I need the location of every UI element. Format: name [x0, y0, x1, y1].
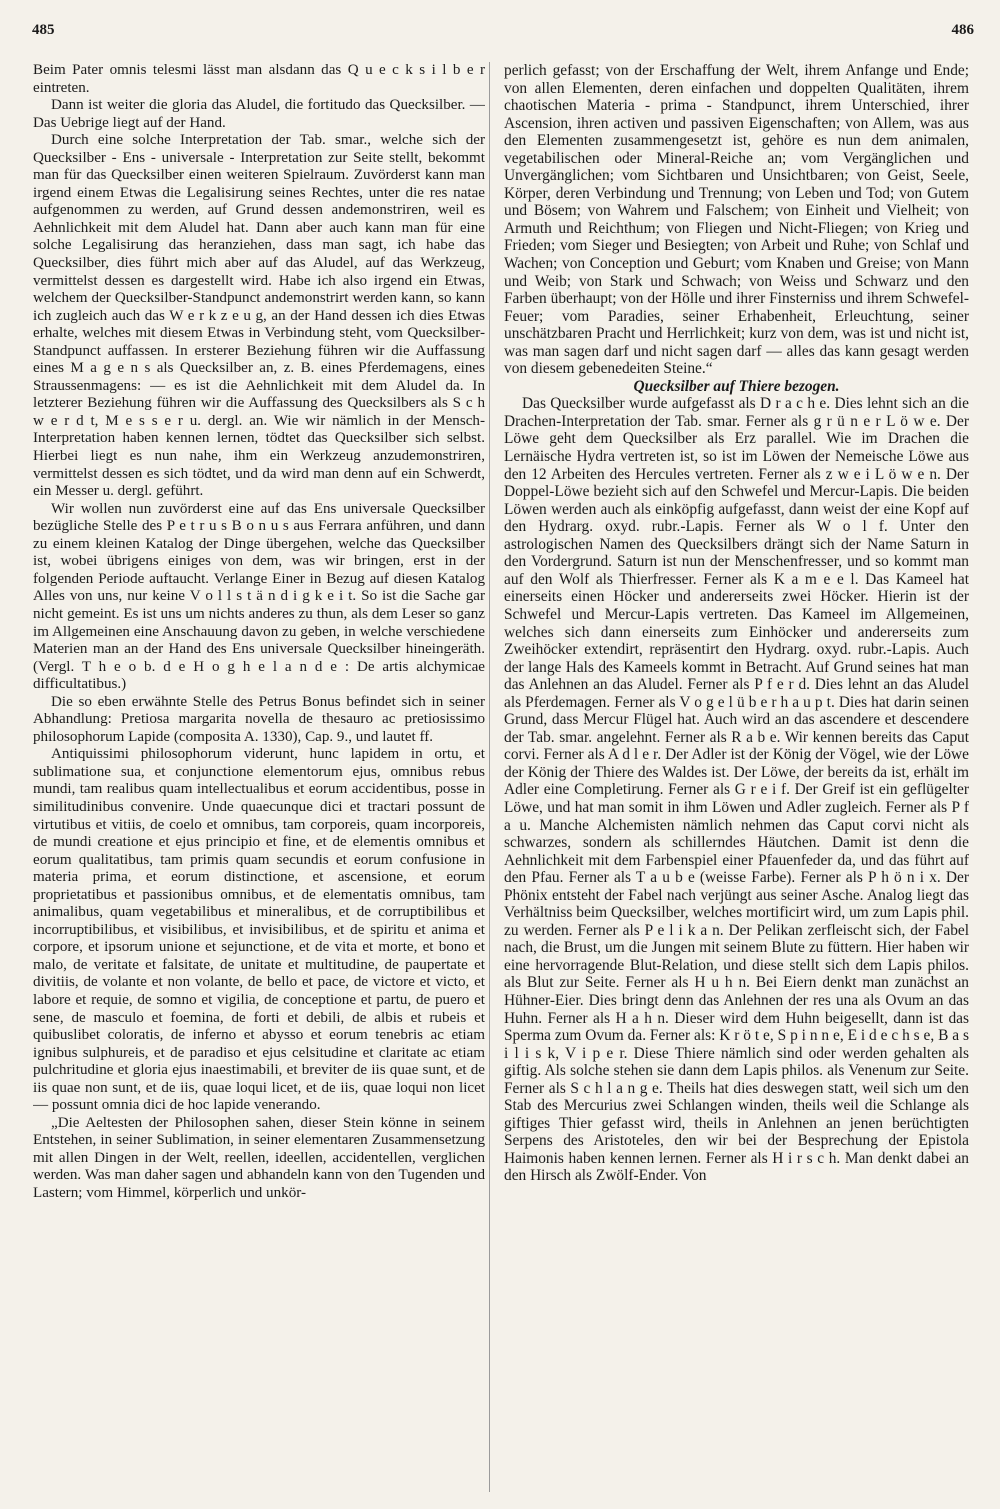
paragraph: „Die Aeltesten der Philosophen sahen, dieser Stein könne in seinem Entstehen, in seiner Sublimation, in seiner elementaren Zusammensetzung mit allen Dingen in der Welt, reellen, ideellen, accidentellen, verglichen werden. Was man daher sagen und abhandeln kann von den Tugenden und Lastern; vom Himmel, körperlich und unkör-	[33, 1114, 485, 1201]
left-page-number: 485	[32, 22, 55, 38]
right-column	[504, 62, 969, 1492]
left-column	[33, 62, 485, 1492]
paragraph: Die so eben erwähnte Stelle des Petrus Bonus befindet sich in seiner Abhandlung: Pretiosa margarita novella de thesauro ac pretiosissimo philosophorum Lapide (composita A. 1330), Cap. 9., und lautet ff.	[33, 693, 485, 745]
section-heading: Quecksilber auf Thiere bezogen.	[633, 377, 840, 395]
column-divider	[489, 62, 490, 1492]
paragraph: perlich gefasst; von der Erschaffung der Welt, ihrem Anfange und Ende; von allen Elementen, deren einfachen und doppelten Qualitäten, ihrem chaotischen Materia - prima - Standpunct, ihrem Unterschied, ihrer Ascension, ihren activen und passiven Eigenschaften; von Allem, was aus den Elementen zusammengesetzt ist, gehöre es nun dem animalen, vegetabilischen oder Mineral-Reiche an; vom Vergänglichen und Unvergänglichen; vom Sichtbaren und Unsichtbaren; von Geist, Seele, Körper, deren Verbindung und Trennung; von Leben und Tod; von Gutem und Bösem; von Wahrem und Falschem; von Einheit und Vielheit; von Armuth und Reichthum; von Fliegen und Nicht-Fliegen; von Krieg und Frieden; vom Sieger und Besiegten; von Arbeit und Ruhe; von Schlaf und Wachen; von Conception und Geburt; vom Knaben und Greise; von Mann und Weib; von Stark und Schwach; von Weiss und Schwarz und den Farben überhaupt; von der Hölle und ihrer Finsterniss und ihrem Schwefel-Feuer; vom Paradies, seiner Erhabenheit, Erleuchtung, seiner unschätzbaren Pracht und Herrlichkeit; kurz von dem, was ist und nicht ist, was man sagen darf und nicht sagen darf — alles das kann gesagt werden von diesem gebenedeiten Steine.“	[504, 62, 969, 378]
paragraph: Beim Pater omnis telesmi lässt man alsdann das Q u e c k s i l b e r eintreten.	[33, 62, 485, 96]
right-page-number: 486	[951, 22, 974, 38]
paragraph: Wir wollen nun zuvörderst eine auf das Ens universale Quecksilber bezügliche Stelle des P e t r u s B o n u s aus Ferrara anführen, und dann zu einem kleinen Katalog der Dinge übergehen, welche das Quecksilber ist, wobei übrigens einiges von dem, was wir bringen, erst in der folgenden Periode auftaucht. Verlange Einer in Bezug auf diesen Katalog Alles von uns, nur keine V o l l s t ä n d i g k e i t. So ist die Sache gar nicht gemeint. Es ist uns um nichts anderes zu thun, als dem Leser so ganz im Allgemeinen eine Anschauung davon zu geben, in welche verschiedene Materien man an der Hand des Ens universale Quecksilber hineingeräth. (Vergl. T h e o b. d e H o g h e l a n d e : De artis alchymicae difficultatibus.)	[33, 500, 485, 693]
paragraph: Dann ist weiter die gloria das Aludel, die fortitudo das Quecksilber. — Das Uebrige liegt auf der Hand.	[33, 97, 485, 131]
paragraph: Durch eine solche Interpretation der Tab. smar., welche sich der Quecksilber - Ens - universale - Interpretation zur Seite stellt, bekommt man für das Quecksilber einen weiteren Spielraum. Zuvörderst kann man irgend einem Etwas die Legalisirung seines Rechtes, unter die res natae aufgenommen zu werden, auf Grund dessen andemonstriren, weil es Aehnlichkeit mit dem Aludel hat. Dann aber auch kann man für eine solche Legalisirung das heranziehen, dass man sagt, ich habe das Quecksilber, dies führt mich aber auf das Aludel, auf das Werkzeug, vermittelst dessen es dargestellt wird. Habe ich also irgend ein Etwas, welchem der Quecksilber-Standpunct andemonstrirt werden kann, so kann ich zugleich auch das W e r k z e u g, an der Hand dessen ich dies Etwas erhalte, welches mit diesem Etwas in Verbindung steht, vom Quecksilber-Standpunct auffassen. In ersterer Beziehung führen wir die Auffassung eines M a g e n s als Quecksilber an, z. B. eines Pferdemagens, eines Straussenmagens: — es ist die Aehnlichkeit mit dem Aludel da. In letzterer Beziehung führen wir die Auffassung des Quecksilbers als S c h w e r d t, M e s s e r u. dergl. an. Wie wir nämlich in der Mensch-Interpretation haben kennen lernen, tödtet das Quecksilber sich selbst. Hierbei liegt es nun nahe, ihm ein Werkzeug anzudemonstriren, vermittelst dessen es sich tödtet, und da wird man denn auf ein Schwerdt, ein Messer u. dergl. geführt.	[33, 132, 485, 500]
paragraph: Das Quecksilber wurde aufgefasst als D r a c h e. Dies lehnt sich an die Drachen-Interpretation der Tab. smar. Ferner als g r ü n e r L ö w e. Der Löwe geht dem Quecksilber als Erz parallel. Wie im Drachen die Lernäische Hydra vertreten ist, so ist im Löwen der Nemeische Löwe aus den 12 Arbeiten des Hercules vertreten. Ferner als z w e i L ö w e n. Der Doppel-Löwe bezieht sich auf den Schwefel und Mercur-Lapis. Die beiden Löwen werden auch als einköpfig aufgefasst, dann weist der eine Kopf auf den Hydrarg. oxyd. rubr.-Lapis. Ferner als W o l f. Unter den astrologischen Namen des Quecksilbers drängt sich der Name Saturn in den Vordergrund. Saturn ist nun der Menschenfresser, und so kommt man auf den Wolf als Thierfresser. Ferner als K a m e e l. Das Kameel hat einerseits einen Höcker und andererseits zwei Höcker. Hierin ist der Schwefel und Mercur-Lapis vertreten. Das Kameel im Allgemeinen, welches sich dann einerseits zum Einhöcker und andererseits zum Zweihöcker extendirt, repräsentirt den Hydrarg. oxyd. rubr.-Lapis. Auch der lange Hals des Kameels kommt in Betracht. Auf Grund seines hat man das Anlehnen an das Aludel. Ferner als P f e r d. Dies lehnt an das Aludel als Pferdemagen. Ferner als V o g e l ü b e r h a u p t. Dies hat darin seinen Grund, dass Mercur Flügel hat. Auch wird an das ascendere et descendere der Tab. smar. angelehnt. Ferner als R a b e. Wir kennen bereits das Caput corvi. Ferner als A d l e r. Der Adler ist der König der Vögel, wie der Löwe der König der Thiere des Waldes ist. Der Löwe, der bereits da ist, erhält im Adler eine Completirung. Ferner als G r e i f. Der Greif ist ein geflügelter Löwe, und hat man somit in ihm Löwen und Adler zugleich. Ferner als P f a u. Manche Alchemisten nämlich nehmen das Caput corvi nicht als schwarzes, sondern als schillerndes Häutchen. Damit ist denn die Aehnlichkeit mit dem Farbenspiel einer Pfauenfeder da, und das führt auf den Pfau. Ferner als T a u b e (weisse Farbe). Ferner als P h ö n i x. Der Phönix entsteht der Fabel nach verjüngt aus seiner Asche. Analog liegt das Verhältniss beim Quecksilber, welches mortificirt wird, um zum Lapis phil. zu werden. Ferner als P e l i k a n. Der Pelikan zerfleischt sich, der Fabel nach, die Brust, um die Jungen mit seinem Blute zu füttern. Hier haben wir eine hervorragende Blut-Relation, und diese stellt sich dem Lapis philos. als Blut zur Seite. Ferner als H u h n. Bei Eiern denkt man zunächst an Hühner-Eier. Dies bringt denn das Anlehnen der res una als Ovum an das Huhn. Ferner als H a h n. Dieser wird dem Huhn beigesellt, dann ist das Sperma zum Ovum da. Ferner als: K r ö t e, S p i n n e, E i d e c h s e, B a s i l i s k, V i p e r. Diese Thiere nämlich sind oder werden gehalten als giftig. Als solche stehen sie dann dem Lapis philos. als Venenum zur Seite. Ferner als S c h l a n g e. Theils hat dies deswegen statt, weil sich um den Stab des Mercurius zwei Schlangen winden, theils weil die Schlange als giftiges Thier gefasst wird, theils in Anlehnen an jenen berüchtigten Serpens des Aristoteles, den wir bei der Besprechung der Epistola Haimonis haben kennen lernen. Ferner als H i r s c h. Man denkt dabei an den Hirsch als Zwölf-Ender. Von	[504, 395, 969, 1185]
latin-quotation: Antiquissimi philosophorum viderunt, hunc lapidem in ortu, et sublimatione sua, et conjunctione elementorum ejus, omnibus rebus mundi, tam realibus quam intellectualibus et eorum accidentibus, posse in similitudinibus convenire. Unde quaecunque dici et tractari possunt de virtutibus et vitiis, de coelo et omnibus, tam corporeis, quam incorporeis, de mundi creatione et ejus principio et fine, et de elementis omnibus et eorum qualitatibus, tam primis quam secundis et eorum confusione in materia prima, et eorum distinctione, et ascensione, et eorum proprietatibus et passionibus omnibus, et de elementatis omnibus, tam animalibus, quam vegetabilibus et mineralibus, et de corruptibilibus et incorruptibilibus, et visibilibus, et invisibilibus, et de spiritu et anima et corpore, et ipsorum unione et sejunctione, et de vita et morte, et bono et malo, de veritate et falsitate, de unitate et multitudine, de paupertate et divitiis, de volante et non volante, de bello et pace, de victore et victo, et labore et requie, de somno et vigilia, de conceptione et partu, de puero et sene, de masculo et foemina, de forti et debili, de albis et rubeis et quibuslibet coloratis, de inferno et abysso et eorum tenebris ac etiam ignibus sulphureis, et de paradiso et ejus celsitudine et claritate ac etiam pulchritudine et gloria ejus inaestimabili, et breviter de iis quae sunt, et de iis quae non sunt, et de iis, quae loqui licet, et de iis, quae loqui non licet — possunt omnia dici de hoc lapide venerando.	[33, 746, 485, 1114]
